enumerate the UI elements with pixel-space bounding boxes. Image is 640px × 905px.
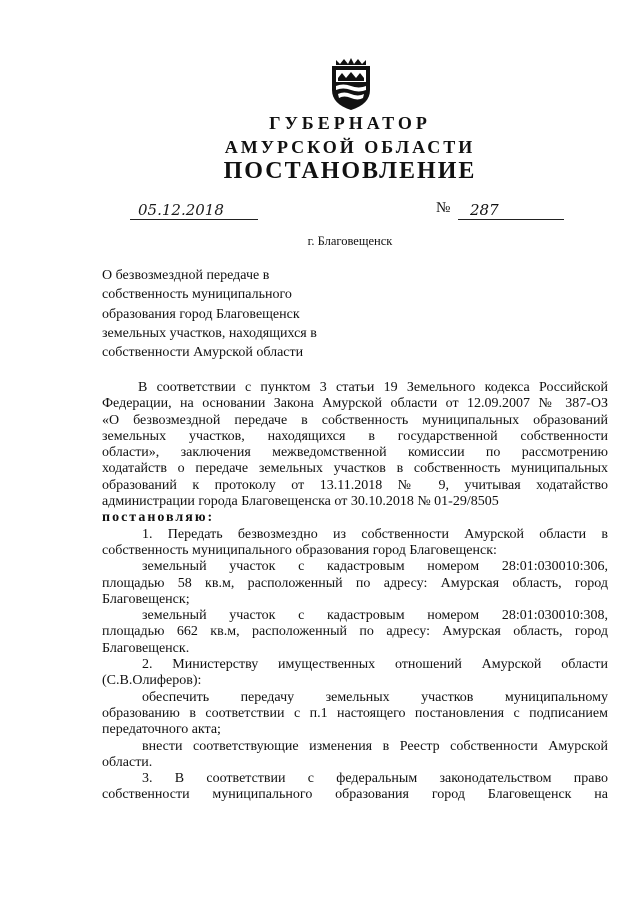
document-subject — [102, 266, 362, 362]
body-line: В соответствии с пунктом 3 статьи 19 Земельного кодекса Российской — [138, 380, 608, 395]
body-line: Благовещенск; — [102, 591, 190, 607]
body-line: передаточного акта; — [102, 722, 221, 738]
body-line: (С.В.Олиферов): — [102, 673, 202, 689]
body-line: области», заключения межведомственной комиссии по рассмотрению — [102, 445, 608, 461]
body-line: собственности муниципального образования город Благовещенск на — [102, 787, 608, 803]
body-line: 2. Министерству имущественных отношений Амурской области — [142, 657, 608, 673]
body-line: площадью 58 кв.м, расположенный по адресу: Амурская область, город — [102, 575, 608, 591]
body-line: собственность муниципального образования город Благовещенск: — [102, 542, 497, 558]
header-title-line2: АМУРСКОЙ ОБЛАСТИ — [224, 137, 476, 157]
subject-line: образования город Благовещенск — [102, 306, 300, 322]
subject-line: собственность муниципального — [102, 287, 292, 303]
subject-line: О безвозмездной передаче в — [102, 268, 270, 283]
body-line: образованию в соответствии с п.1 настоящего постановления с подписанием — [102, 705, 608, 721]
resolution-word: постановляю: — [102, 510, 215, 526]
body-line: площадью 662 кв.м, расположенный по адресу: Амурская область, город — [102, 624, 608, 640]
body-line: администрации города Благовещенска от 30.10.2018 № 01-29/8505 — [102, 494, 499, 510]
body-line: области. — [102, 754, 153, 770]
subject-line: собственности Амурской области — [102, 345, 304, 361]
body-line: Благовещенск. — [102, 640, 190, 656]
body-line: обеспечить передачу земельных участков муниципальному — [142, 689, 608, 705]
header-title-line1: ГУБЕРНАТОР — [269, 113, 431, 133]
city-line: г. Благовещенск — [307, 234, 393, 248]
body-line: 1. Передать безвозмездно из собственности Амурской области в — [142, 526, 608, 542]
body-line: земельный участок с кадастровым номером 28:01:030010:308, — [142, 608, 608, 624]
document-body — [102, 380, 608, 804]
body-line: «О безвозмездной передаче в собственность муниципальных образований — [102, 412, 608, 428]
body-line: ходатайств о передаче земельных участков в собственность муниципальных — [102, 461, 608, 477]
body-line: Федерации, на основании Закона Амурской области от 12.09.2007 № 387-ОЗ — [102, 396, 608, 412]
body-line: внести соответствующие изменения в Реестр собственности Амурской — [142, 738, 608, 754]
subject-line: земельных участков, находящихся в — [102, 325, 317, 341]
body-line: земельный участок с кадастровым номером 28:01:030010:306, — [142, 559, 608, 575]
document-date: 05.12.2018 — [130, 202, 258, 220]
document-number: 287 — [458, 202, 564, 220]
document-type-heading: ПОСТАНОВЛЕНИЕ — [223, 158, 477, 184]
number-label: № — [436, 200, 451, 216]
coat-of-arms-emblem — [328, 58, 374, 112]
body-line: образований к протоколу от 13.11.2018 № 9, учитывая ходатайство — [102, 477, 608, 493]
body-line: земельных участков, находящихся в государственной собственности — [102, 428, 608, 444]
body-line: 3. В соответствии с федеральным законодательством право — [142, 771, 608, 787]
